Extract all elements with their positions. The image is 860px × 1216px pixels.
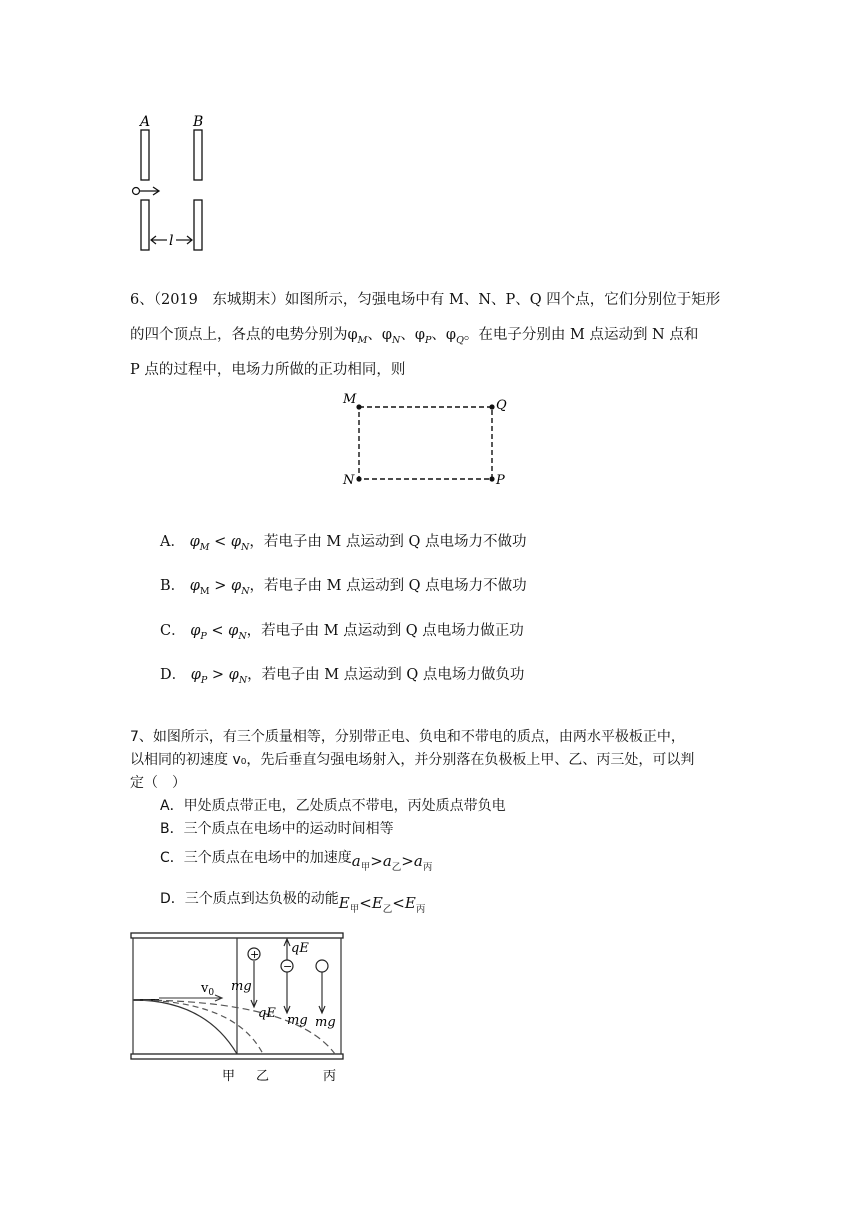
distance-label: l	[169, 233, 174, 249]
accel-sub2: 乙	[391, 862, 402, 873]
q6-sep3: 、φ	[431, 327, 457, 343]
phi-q-sub: Q	[456, 334, 464, 346]
option-a-phi: φ	[189, 534, 200, 550]
option-d-sub1: P	[200, 674, 208, 686]
q6-sep1: 、φ	[367, 327, 393, 343]
accel-gt2: >	[401, 852, 414, 870]
energy-sub3: 丙	[415, 904, 426, 915]
q6-line-2	[130, 323, 698, 346]
top-plate	[131, 933, 343, 938]
q6-option-d[interactable]	[160, 663, 524, 686]
plate-a-lower	[141, 200, 149, 250]
option-b-rel: > φ	[209, 578, 242, 594]
q7-option-a[interactable]: A．甲处质点带正电，乙处质点不带电，丙处质点带负电	[160, 798, 506, 814]
energy-e2: E	[371, 894, 383, 912]
option-a-sub1: M	[199, 541, 210, 553]
q7-line-1: 7、如图所示，有三个质量相等，分别带正电、负电和不带电的质点，由两水平极板正中，	[130, 729, 685, 745]
energy-lt1: <	[359, 894, 372, 912]
trajectory-yi	[133, 1000, 263, 1054]
plate-b-label: B	[193, 114, 204, 130]
energy-e3: E	[404, 894, 416, 912]
option-d-rel: > φ	[207, 667, 239, 683]
option-c-phi: φ	[190, 623, 201, 639]
energy-sub2: 乙	[382, 904, 393, 915]
phi-n-sub: N	[392, 334, 401, 346]
accel-a3: a	[413, 852, 423, 870]
option-c-text: ，若电子由 M 点运动到 Q 点电场力做正功	[246, 623, 524, 639]
label-bing: 丙	[323, 1069, 337, 1084]
label-p: P	[496, 473, 505, 488]
rectangle-mnpq-figure	[335, 388, 525, 493]
option-c-sub1: P	[200, 630, 207, 642]
plate-a-label: A	[140, 114, 151, 130]
q6-option-b[interactable]	[160, 574, 527, 597]
option-a-sub2: N	[241, 541, 250, 553]
dashed-rectangle	[359, 407, 492, 479]
point-p	[489, 476, 494, 481]
accel-gt1: >	[370, 852, 383, 870]
qe-bottom-label: qE	[258, 1006, 276, 1021]
option-b-text: ，若电子由 M 点运动到 Q 点电场力不做功	[249, 578, 527, 594]
phi-p-sub: P	[425, 334, 432, 346]
label-n: N	[343, 473, 355, 488]
q6-line-1: 6、（2019 东城期末）如图所示，匀强电场中有 M、N、P、Q 四个点，它们分别位于矩形	[130, 292, 721, 308]
q7-option-c-text: C．三个质点在电场中的加速度	[160, 850, 352, 866]
option-c-rel: < φ	[206, 623, 239, 639]
option-c-label: C．	[160, 623, 186, 639]
label-q: Q	[496, 398, 507, 413]
minus-sign: −	[283, 960, 293, 973]
accel-a2: a	[382, 852, 392, 870]
mg-right-label: mg	[315, 1015, 336, 1030]
plate-b-upper	[194, 130, 202, 180]
q7-line-3: 定（ ）	[130, 775, 186, 791]
label-yi: 乙	[256, 1069, 270, 1084]
point-n	[356, 476, 361, 481]
q7-option-d-text: D．三个质点到达负极的动能	[160, 891, 339, 907]
option-c-sub2: N	[238, 630, 247, 642]
particle-circle	[133, 188, 140, 195]
phi-m-sub: M	[357, 334, 368, 346]
plate-a-upper	[141, 130, 149, 180]
v0-label: $v_0$	[201, 981, 215, 998]
option-b-label: B．	[160, 578, 186, 594]
q6-line-2-head: 的四个顶点上，各点的电势分别为φ	[130, 327, 358, 343]
q6-line-2-tail: 。在电子分别由 M 点运动到 N 点和	[463, 327, 699, 343]
energy-lt2: <	[392, 894, 405, 912]
mg-left-label: mg	[231, 979, 252, 994]
neutral-particle	[316, 960, 328, 972]
plus-sign: +	[250, 948, 260, 961]
qe-top-label: qE	[291, 941, 309, 956]
plate-b-lower	[194, 200, 202, 250]
option-a-label: A．	[160, 534, 185, 550]
mg-mid-label: mg	[287, 1013, 308, 1028]
q6-sep2: 、φ	[400, 327, 426, 343]
accel-sub1: 甲	[360, 862, 371, 873]
option-b-sub2: N	[241, 585, 250, 597]
option-d-text: ，若电子由 M 点运动到 Q 点电场力做负功	[247, 667, 525, 683]
q6-option-a[interactable]	[160, 530, 527, 553]
option-d-phi: φ	[190, 667, 201, 683]
energy-e1: E	[338, 894, 350, 912]
label-m: M	[343, 392, 357, 407]
accel-sub3: 丙	[422, 862, 433, 873]
bottom-plate	[131, 1054, 343, 1059]
q7-option-b[interactable]: B．三个质点在电场中的运动时间相等	[160, 821, 394, 837]
point-q	[489, 404, 494, 409]
capacitor-trajectory-figure	[125, 926, 355, 1086]
option-a-rel: < φ	[209, 534, 242, 550]
option-b-phi: φ	[189, 578, 200, 594]
accel-a1: a	[351, 852, 361, 870]
label-jia: 甲	[222, 1069, 236, 1084]
option-b-sub1: M	[199, 585, 210, 597]
q7-option-d[interactable]	[160, 888, 426, 915]
energy-sub1: 甲	[349, 904, 360, 915]
trajectory-jia	[133, 1000, 237, 1054]
option-d-label: D．	[160, 667, 187, 683]
q7-line-2: 以相同的初速度 v₀，先后垂直匀强电场射入，并分别落在负极板上甲、乙、丙三处，可以判	[130, 752, 695, 768]
option-a-text: ，若电子由 M 点运动到 Q 点电场力不做功	[249, 534, 527, 550]
plates-ab-figure	[125, 110, 220, 260]
q6-line-3: P 点的过程中，电场力所做的正功相同，则	[130, 362, 406, 378]
option-d-sub2: N	[238, 674, 248, 686]
q7-option-c[interactable]	[160, 847, 433, 873]
q6-option-c[interactable]	[160, 619, 524, 642]
point-m	[356, 404, 361, 409]
